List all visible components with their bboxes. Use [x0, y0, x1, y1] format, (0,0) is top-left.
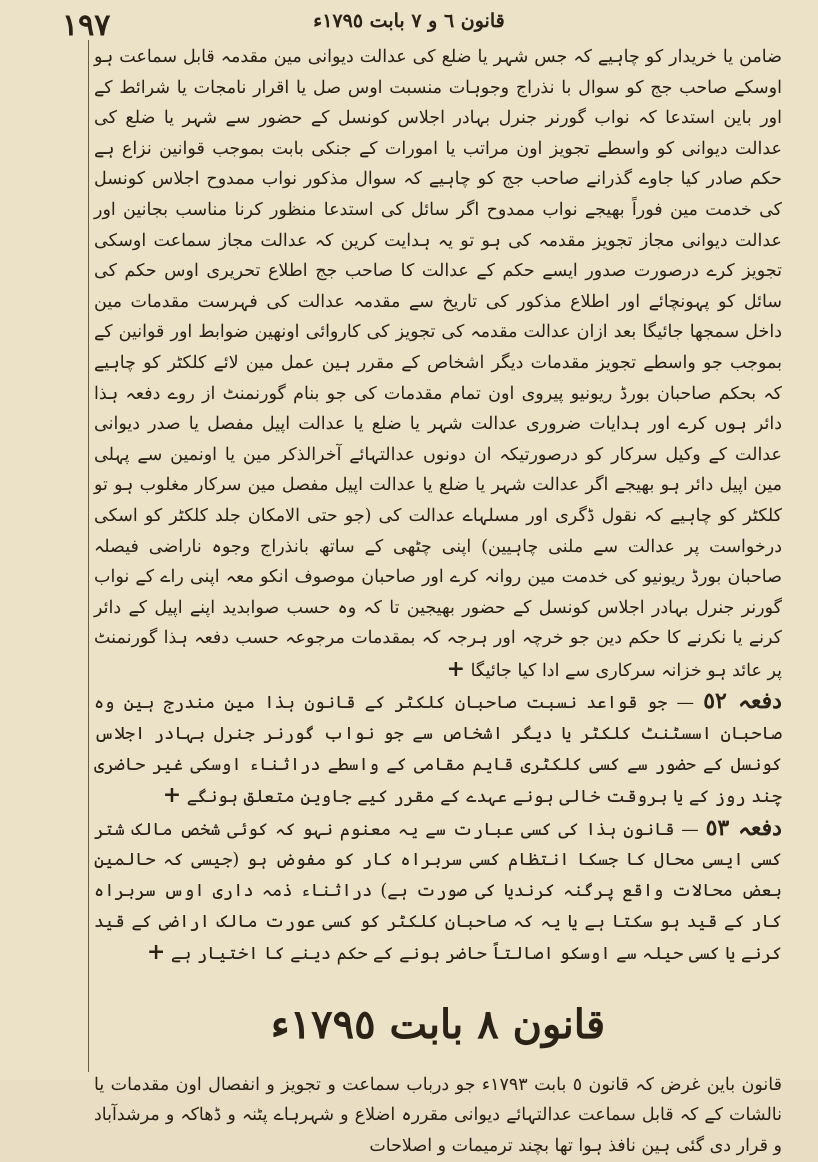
end-mark: +: [446, 655, 465, 682]
section-53-text: قانون ہذا کی کسی عبارت سے یہ معنوم نہو کہ کوئی شخص مالک شتر کسی ایسی محال کا جسکا انتظام کسی سربراہ کار کو مفوض ہو (جیسی کہ حالمین بعض محالات واقع پرگنہ کرندیا کی صورت ہے) دراثناء ذمہ داری اوس سربراہ کار کے قید ہو سکتا ہے یا یہ کہ صاحبان کلکٹر کو کسی عورت مالک اراضی کے قید کرنے یا کسی حیلہ سے اوسکو اصالتاً حاضر ہونے کے حکم دینے کا اختیار ہے: [94, 819, 782, 965]
dash: —: [674, 819, 699, 840]
section-52-label: دفعہ ٥٢: [703, 688, 782, 715]
section-53-label: دفعہ ٥٣: [705, 814, 782, 841]
section-53: [94, 813, 782, 970]
section-52: [94, 686, 782, 812]
section-52-text: جو قواعد نسبت صاحبان کلکٹر کے قانون ہذا مین مندرج ہین وہ صاحبان اسسٹنٹ کلکٹر یا دیگر اشخاص سے جو نواب گورنر جنرل بہادر اجلاس کونسل کے حضور سے کسی کلکٹری قایم مقامی کے واسطے دراثناء اوسکی غیر حاضری چند روز کے یا بروقت خالی ہونے عہدے کے مقرر کیے جاوین متعلق ہونگے: [94, 693, 782, 808]
paragraph-last: [94, 1070, 782, 1162]
paragraph-last-text: قانون باین غرض کہ قانون ٥ بابت ١٧٩٣ء جو درباب سماعت و تجویز و انفصال اون مقدمات یا نالشات کے کہ قابل سماعت عدالتہائے دیوانی مقررہ اضلاع و شہرہاے پٹنہ و ڈھاکہ و مرشدآباد و قرار دی گئی ہین نافذ ہوا تھا بچند ترمیمات و اصلاحات: [94, 1074, 782, 1156]
end-mark: +: [146, 939, 166, 966]
running-head: قانون ٦ و ٧ بابت ١٧٩٥ء: [313, 10, 505, 32]
paragraph-1-text: ضامن یا خریدار کو چاہیے کہ جس شہر یا ضلع کی عدالت دیوانی مین مقدمہ قابل سماعت ہو اوسکے صاحب جج کو سوال با نذراج وجوہات منسبت اوس صل یا اقرار نامجات یا شرائط کے اور باین استدعا کہ نواب گورنر جنرل بہادر اجلاس کونسل کے حضور سے شہر یا ضلع کی عدالت دیوانی کو واسطے تجویز اون مراتب یا امورات کے جنکی بابت بموجب قوانین نزاع ہے حکم صادر کیا جاوے گذرانے صاحب جج کو چاہیے کہ سوال مذکور نواب ممدوح اجلاس کونسل کی خدمت مین فوراً بھیجے نواب ممدوح اگر سائل کی استدعا منظور کرنا مناسب بجانین اور عدالت دیوانی مجاز تجویز مقدمہ کی ہو تو یہ ہدایت کرین کہ عدالت مجاز سماعت اوسکی تجویز کرے درصورت صدور ایسے حکم کے عدالت کا صاحب جج اطلاع تحریری اوس حکم کی سائل کو پہونچائے اور اطلاع مذکور کی تاریخ سے مقدمہ عدالت کی فہرست مقدمات مین داخل سمجھا جائیگا بعد ازان عدالت مقدمہ کی تجویز کی کاروائی اونھین ضوابط اور قوانین کے بموجب جو واسطے تجویز مقدمات دیگر اشخاص کے مقرر ہین عمل مین لائے کلکٹر کو چاہیے کہ بحکم صاحبان بورڈ ریونیو پیروی اون تمام مقدمات کی جو بنام گورنمنٹ از روے دفعہ ہذا دائر ہوں کرے اور ہدایات ضروری عدالت شہر یا ضلع یا عدالت اپیل مفصل یا صدر دیوانی عدالت کے وکیل سرکار کو درصورتیکہ ان دونوں عدالتہائے آخرالذکر مین یا اونمین سے پہلی مین اپیل دائر ہو بھیجے اگر عدالت شہر یا ضلع یا عدالت اپیل مفصل مین سرکار مغلوب ہو تو کلکٹر کو چاہیے کہ نقول ڈگری اور مسلہاے عدالت کی (جو حتی الامکان جلد کلکٹر کو اسکی درخواست پر عدالت سے ملنی چاہیین) اپنی چٹھی کے ساتھ بانذراج وجوہ ناراضی فیصلہ صاحبان بورڈ ریونیو کی خدمت مین روانہ کرے اور صاحبان موصوف انکو معہ اپنی راے کے نواب گورنر جنرل بہادر اجلاس کونسل کے حضور بھیجین تا کہ وہ حسب صوابدید اپنے اپیل کے دائر کرنے یا نکرنے کا حکم دین جو خرچہ اور ہرجہ کہ بمقدمات مرجوعہ حسب دفعہ ہذا گورنمنٹ پر عائد ہو خزانہ سرکاری سے ادا کیا جائیگا: [94, 47, 782, 681]
body-text: [94, 42, 782, 1162]
end-mark: +: [162, 782, 182, 809]
dash: —: [667, 693, 694, 714]
law-title: قانون ٨ بابت ١٧٩٥ء: [270, 1000, 606, 1048]
paragraph-1: [94, 42, 782, 686]
page-number: ١٩٧: [62, 8, 111, 43]
